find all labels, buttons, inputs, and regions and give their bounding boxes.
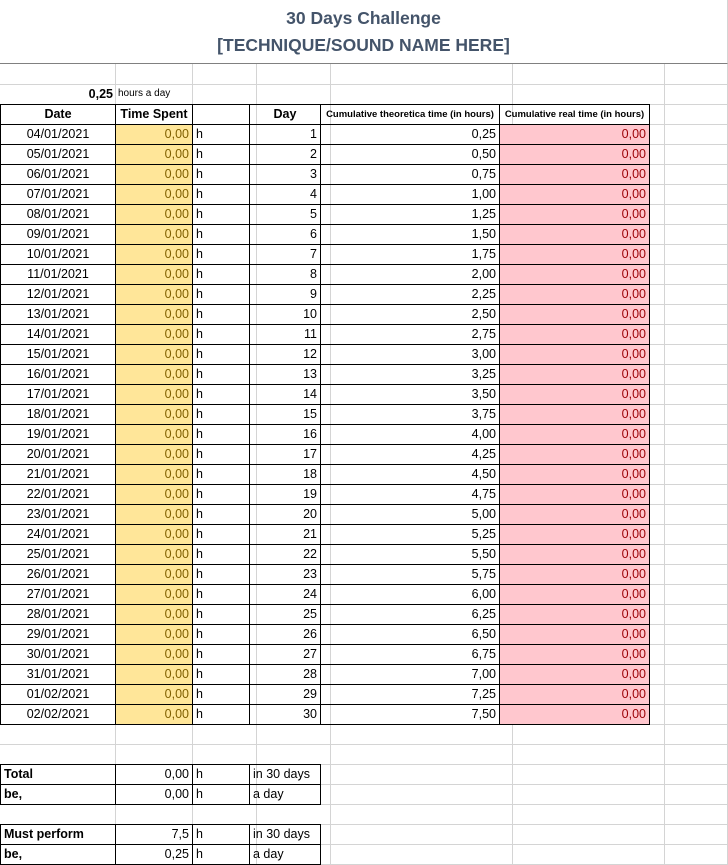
summary-value[interactable]: 0,25 (116, 845, 193, 865)
time-spent-cell[interactable]: 0,00 (116, 265, 193, 285)
real-time-cell[interactable]: 0,00 (500, 385, 650, 405)
date-cell[interactable]: 26/01/2021 (1, 565, 116, 585)
real-time-cell[interactable]: 0,00 (500, 625, 650, 645)
time-spent-cell[interactable]: 0,00 (116, 385, 193, 405)
header-date: Date (1, 105, 116, 125)
date-cell[interactable]: 15/01/2021 (1, 345, 116, 365)
day-cell[interactable]: 14 (250, 385, 321, 405)
day-cell[interactable]: 3 (250, 165, 321, 185)
date-cell[interactable]: 25/01/2021 (1, 545, 116, 565)
summary-value[interactable]: 7,5 (116, 825, 193, 845)
date-cell[interactable]: 31/01/2021 (1, 665, 116, 685)
theoretical-time-cell[interactable]: 2,50 (321, 305, 500, 325)
date-cell[interactable]: 12/01/2021 (1, 285, 116, 305)
table-row (1, 585, 650, 605)
table-row (1, 665, 650, 685)
real-time-cell[interactable]: 0,00 (500, 165, 650, 185)
real-time-cell[interactable]: 0,00 (500, 325, 650, 345)
date-cell[interactable]: 01/02/2021 (1, 685, 116, 705)
summary-note: a day (250, 785, 321, 805)
table-row (1, 565, 650, 585)
time-spent-cell[interactable]: 0,00 (116, 705, 193, 725)
table-row (1, 605, 650, 625)
theoretical-time-cell[interactable]: 1,00 (321, 185, 500, 205)
real-time-cell[interactable]: 0,00 (500, 605, 650, 625)
theoretical-time-cell[interactable]: 7,00 (321, 665, 500, 685)
day-cell[interactable]: 12 (250, 345, 321, 365)
table-row (1, 145, 650, 165)
theoretical-time-cell[interactable]: 7,25 (321, 685, 500, 705)
date-cell[interactable]: 06/01/2021 (1, 165, 116, 185)
day-cell[interactable]: 11 (250, 325, 321, 345)
real-time-cell[interactable]: 0,00 (500, 125, 650, 145)
table-row (1, 165, 650, 185)
unit-cell: h (193, 525, 250, 545)
day-cell[interactable]: 2 (250, 145, 321, 165)
theoretical-time-cell[interactable]: 3,75 (321, 405, 500, 425)
date-cell[interactable]: 05/01/2021 (1, 145, 116, 165)
summary-label: be, (1, 785, 116, 805)
date-cell[interactable]: 04/01/2021 (1, 125, 116, 145)
time-spent-cell[interactable]: 0,00 (116, 425, 193, 445)
table-row (1, 465, 650, 485)
header-unit (193, 105, 250, 125)
theoretical-time-cell[interactable]: 6,00 (321, 585, 500, 605)
date-cell[interactable]: 07/01/2021 (1, 185, 116, 205)
time-spent-cell[interactable]: 0,00 (116, 225, 193, 245)
real-time-cell[interactable]: 0,00 (500, 265, 650, 285)
grid-row-line (0, 744, 728, 745)
unit-cell: h (193, 605, 250, 625)
unit-cell: h (193, 285, 250, 305)
table-row (1, 325, 650, 345)
theoretical-time-cell[interactable]: 5,00 (321, 505, 500, 525)
theoretical-time-cell[interactable]: 2,00 (321, 265, 500, 285)
theoretical-time-cell[interactable]: 4,25 (321, 445, 500, 465)
theoretical-time-cell[interactable]: 6,25 (321, 605, 500, 625)
theoretical-time-cell[interactable]: 4,00 (321, 425, 500, 445)
table-row (1, 485, 650, 505)
table-row (1, 705, 650, 725)
time-spent-cell[interactable]: 0,00 (116, 245, 193, 265)
real-time-cell[interactable]: 0,00 (500, 525, 650, 545)
day-cell[interactable]: 24 (250, 585, 321, 605)
header-row (1, 105, 650, 125)
summary-note: in 30 days (250, 765, 321, 785)
unit-cell: h (193, 245, 250, 265)
time-spent-cell[interactable]: 0,00 (116, 165, 193, 185)
unit-cell: h (193, 665, 250, 685)
summary-value[interactable]: 0,00 (116, 785, 193, 805)
unit-cell: h (193, 445, 250, 465)
day-cell[interactable]: 29 (250, 685, 321, 705)
unit-cell: h (193, 145, 250, 165)
unit-cell: h (193, 485, 250, 505)
table-row (1, 505, 650, 525)
summary-label: Must perform (1, 825, 116, 845)
day-cell[interactable]: 19 (250, 485, 321, 505)
theoretical-time-cell[interactable]: 5,75 (321, 565, 500, 585)
summary-note: a day (250, 845, 321, 865)
header-time-spent: Time Spent (116, 105, 193, 125)
day-cell[interactable]: 4 (250, 185, 321, 205)
unit-cell: h (193, 305, 250, 325)
real-time-cell[interactable]: 0,00 (500, 345, 650, 365)
theoretical-time-cell[interactable]: 7,50 (321, 705, 500, 725)
summary-value[interactable]: 0,00 (116, 765, 193, 785)
date-cell[interactable]: 23/01/2021 (1, 505, 116, 525)
title-line-2: [TECHNIQUE/SOUND NAME HERE] (217, 35, 510, 55)
theoretical-time-cell[interactable]: 3,50 (321, 385, 500, 405)
time-spent-cell[interactable]: 0,00 (116, 605, 193, 625)
day-cell[interactable]: 8 (250, 265, 321, 285)
time-spent-cell[interactable]: 0,00 (116, 325, 193, 345)
time-spent-cell[interactable]: 0,00 (116, 305, 193, 325)
theoretical-time-cell[interactable]: 1,75 (321, 245, 500, 265)
date-cell[interactable]: 19/01/2021 (1, 425, 116, 445)
time-spent-cell[interactable]: 0,00 (116, 365, 193, 385)
real-time-cell[interactable]: 0,00 (500, 205, 650, 225)
unit-cell: h (193, 685, 250, 705)
table-row (1, 385, 650, 405)
summary-unit: h (193, 785, 250, 805)
day-cell[interactable]: 16 (250, 425, 321, 445)
unit-cell: h (193, 125, 250, 145)
time-spent-cell[interactable]: 0,00 (116, 345, 193, 365)
unit-cell: h (193, 465, 250, 485)
table-row (1, 245, 650, 265)
real-time-cell[interactable]: 0,00 (500, 545, 650, 565)
day-cell[interactable]: 13 (250, 365, 321, 385)
date-cell[interactable]: 30/01/2021 (1, 645, 116, 665)
date-cell[interactable]: 11/01/2021 (1, 265, 116, 285)
table-row (1, 525, 650, 545)
time-spent-cell[interactable]: 0,00 (116, 125, 193, 145)
unit-cell: h (193, 565, 250, 585)
table-row (1, 545, 650, 565)
unit-cell: h (193, 425, 250, 445)
time-spent-cell[interactable]: 0,00 (116, 485, 193, 505)
date-cell[interactable]: 16/01/2021 (1, 365, 116, 385)
theoretical-time-cell[interactable]: 6,75 (321, 645, 500, 665)
real-time-cell[interactable]: 0,00 (500, 645, 650, 665)
day-cell[interactable]: 1 (250, 125, 321, 145)
day-cell[interactable]: 28 (250, 665, 321, 685)
time-spent-cell[interactable]: 0,00 (116, 665, 193, 685)
unit-cell: h (193, 505, 250, 525)
theoretical-time-cell[interactable]: 3,25 (321, 365, 500, 385)
day-cell[interactable]: 5 (250, 205, 321, 225)
date-cell[interactable]: 13/01/2021 (1, 305, 116, 325)
day-cell[interactable]: 7 (250, 245, 321, 265)
time-spent-cell[interactable]: 0,00 (116, 505, 193, 525)
theoretical-time-cell[interactable]: 2,75 (321, 325, 500, 345)
summary-row (1, 785, 321, 805)
date-cell[interactable]: 10/01/2021 (1, 245, 116, 265)
date-cell[interactable]: 27/01/2021 (1, 585, 116, 605)
theoretical-time-cell[interactable]: 0,50 (321, 145, 500, 165)
table-row (1, 125, 650, 145)
real-time-cell[interactable]: 0,00 (500, 465, 650, 485)
date-cell[interactable]: 09/01/2021 (1, 225, 116, 245)
unit-cell: h (193, 625, 250, 645)
summary-actual (0, 764, 321, 805)
theoretical-time-cell[interactable]: 1,25 (321, 205, 500, 225)
theoretical-time-cell[interactable]: 5,25 (321, 525, 500, 545)
day-cell[interactable]: 18 (250, 465, 321, 485)
time-spent-cell[interactable]: 0,00 (116, 565, 193, 585)
date-cell[interactable]: 29/01/2021 (1, 625, 116, 645)
time-spent-cell[interactable]: 0,00 (116, 465, 193, 485)
hours-per-day-value[interactable]: 0,25 (88, 87, 113, 101)
real-time-cell[interactable]: 0,00 (500, 225, 650, 245)
date-cell[interactable]: 08/01/2021 (1, 205, 116, 225)
time-spent-cell[interactable]: 0,00 (116, 205, 193, 225)
real-time-cell[interactable]: 0,00 (500, 285, 650, 305)
table-row (1, 625, 650, 645)
time-spent-cell[interactable]: 0,00 (116, 185, 193, 205)
day-cell[interactable]: 30 (250, 705, 321, 725)
day-cell[interactable]: 6 (250, 225, 321, 245)
header-day: Day (250, 105, 321, 125)
time-spent-cell[interactable]: 0,00 (116, 585, 193, 605)
real-time-cell[interactable]: 0,00 (500, 505, 650, 525)
date-cell[interactable]: 21/01/2021 (1, 465, 116, 485)
theoretical-time-cell[interactable]: 0,75 (321, 165, 500, 185)
table-row (1, 265, 650, 285)
unit-cell: h (193, 645, 250, 665)
real-time-cell[interactable]: 0,00 (500, 365, 650, 385)
theoretical-time-cell[interactable]: 4,75 (321, 485, 500, 505)
unit-cell: h (193, 185, 250, 205)
time-spent-cell[interactable]: 0,00 (116, 545, 193, 565)
date-cell[interactable]: 14/01/2021 (1, 325, 116, 345)
day-cell[interactable]: 23 (250, 565, 321, 585)
date-cell[interactable]: 02/02/2021 (1, 705, 116, 725)
real-time-cell[interactable]: 0,00 (500, 685, 650, 705)
day-cell[interactable]: 17 (250, 445, 321, 465)
theoretical-time-cell[interactable]: 1,50 (321, 225, 500, 245)
summary-label: be, (1, 845, 116, 865)
theoretical-time-cell[interactable]: 0,25 (321, 125, 500, 145)
real-time-cell[interactable]: 0,00 (500, 425, 650, 445)
real-time-cell[interactable]: 0,00 (500, 245, 650, 265)
time-spent-cell[interactable]: 0,00 (116, 145, 193, 165)
day-cell[interactable]: 10 (250, 305, 321, 325)
header-real-time: Cumulative real time (in hours) (500, 105, 650, 125)
day-cell[interactable]: 22 (250, 545, 321, 565)
real-time-cell[interactable]: 0,00 (500, 705, 650, 725)
theoretical-time-cell[interactable]: 2,25 (321, 285, 500, 305)
date-cell[interactable]: 28/01/2021 (1, 605, 116, 625)
time-spent-cell[interactable]: 0,00 (116, 685, 193, 705)
date-cell[interactable]: 18/01/2021 (1, 405, 116, 425)
theoretical-time-cell[interactable]: 6,50 (321, 625, 500, 645)
time-spent-cell[interactable]: 0,00 (116, 405, 193, 425)
date-cell[interactable]: 24/01/2021 (1, 525, 116, 545)
date-cell[interactable]: 17/01/2021 (1, 385, 116, 405)
table-row (1, 445, 650, 465)
table-row (1, 185, 650, 205)
unit-cell: h (193, 545, 250, 565)
day-cell[interactable]: 26 (250, 625, 321, 645)
unit-cell: h (193, 165, 250, 185)
table-row (1, 645, 650, 665)
real-time-cell[interactable]: 0,00 (500, 665, 650, 685)
summary-row (1, 825, 321, 845)
time-spent-cell[interactable]: 0,00 (116, 525, 193, 545)
real-time-cell[interactable]: 0,00 (500, 305, 650, 325)
unit-cell: h (193, 265, 250, 285)
challenge-table (0, 104, 650, 725)
table-row (1, 345, 650, 365)
unit-cell: h (193, 365, 250, 385)
table-row (1, 365, 650, 385)
day-cell[interactable]: 21 (250, 525, 321, 545)
table-row (1, 425, 650, 445)
header-theoretical-time: Cumulative theoretica time (in hours) (321, 105, 500, 125)
unit-cell: h (193, 405, 250, 425)
time-spent-cell[interactable]: 0,00 (116, 625, 193, 645)
time-spent-cell[interactable]: 0,00 (116, 285, 193, 305)
time-spent-cell[interactable]: 0,00 (116, 645, 193, 665)
table-row (1, 225, 650, 245)
time-spent-cell[interactable]: 0,00 (116, 445, 193, 465)
real-time-cell[interactable]: 0,00 (500, 445, 650, 465)
real-time-cell[interactable]: 0,00 (500, 485, 650, 505)
unit-cell: h (193, 225, 250, 245)
title-line-1: 30 Days Challenge (286, 8, 441, 28)
summary-note: in 30 days (250, 825, 321, 845)
day-cell[interactable]: 25 (250, 605, 321, 625)
date-cell[interactable]: 20/01/2021 (1, 445, 116, 465)
unit-cell: h (193, 345, 250, 365)
real-time-cell[interactable]: 0,00 (500, 405, 650, 425)
table-row (1, 285, 650, 305)
summary-target (0, 824, 321, 865)
sheet-title (0, 0, 728, 64)
day-cell[interactable]: 9 (250, 285, 321, 305)
unit-cell: h (193, 385, 250, 405)
summary-unit: h (193, 765, 250, 785)
table-row (1, 205, 650, 225)
summary-row (1, 765, 321, 785)
unit-cell: h (193, 585, 250, 605)
table-row (1, 405, 650, 425)
day-cell[interactable]: 27 (250, 645, 321, 665)
table-row (1, 685, 650, 705)
real-time-cell[interactable]: 0,00 (500, 565, 650, 585)
day-cell[interactable]: 20 (250, 505, 321, 525)
summary-unit: h (193, 845, 250, 865)
summary-unit: h (193, 825, 250, 845)
theoretical-time-cell[interactable]: 4,50 (321, 465, 500, 485)
hours-per-day-label: hours a day (118, 88, 171, 99)
table-row (1, 305, 650, 325)
real-time-cell[interactable]: 0,00 (500, 185, 650, 205)
theoretical-time-cell[interactable]: 3,00 (321, 345, 500, 365)
day-cell[interactable]: 15 (250, 405, 321, 425)
real-time-cell[interactable]: 0,00 (500, 585, 650, 605)
summary-row (1, 845, 321, 865)
summary-label: Total (1, 765, 116, 785)
theoretical-time-cell[interactable]: 5,50 (321, 545, 500, 565)
date-cell[interactable]: 22/01/2021 (1, 485, 116, 505)
unit-cell: h (193, 705, 250, 725)
unit-cell: h (193, 325, 250, 345)
real-time-cell[interactable]: 0,00 (500, 145, 650, 165)
unit-cell: h (193, 205, 250, 225)
